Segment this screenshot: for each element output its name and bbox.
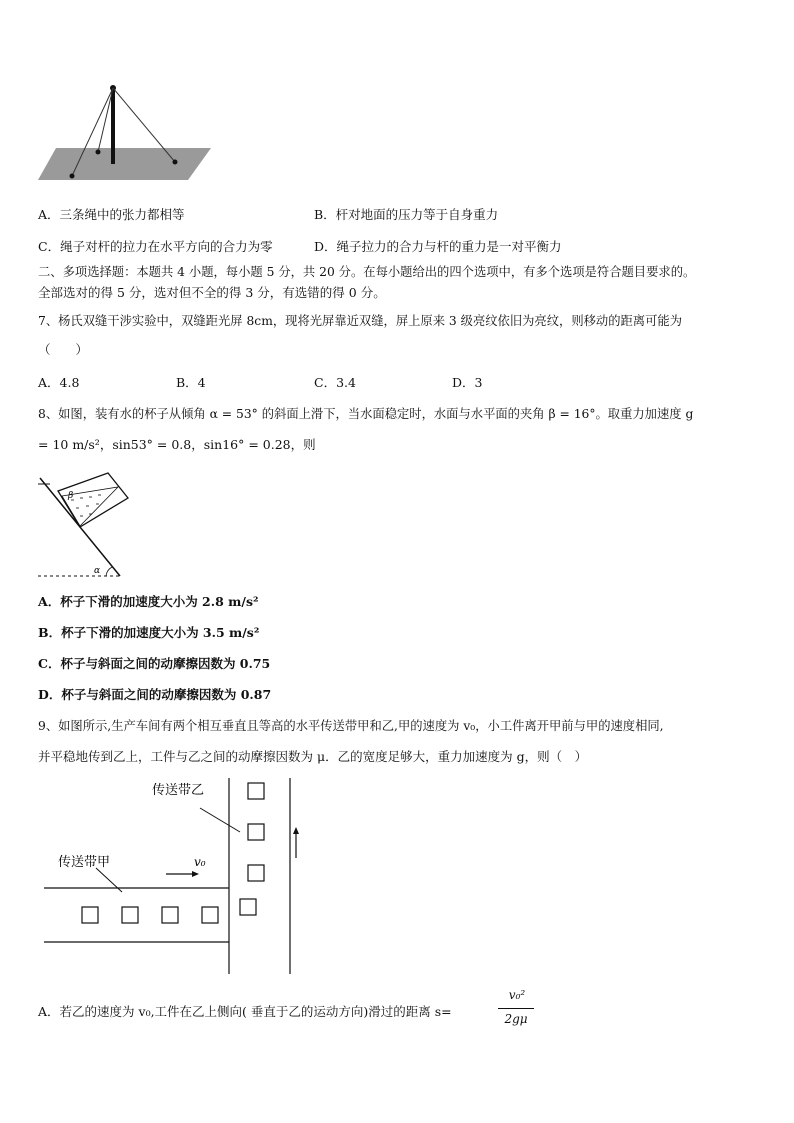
q7-option-a: A．4.8 <box>38 375 80 390</box>
belt-a-label: 传送带甲 <box>58 855 111 870</box>
q6-option-c: C．绳子对杆的拉力在水平方向的合力为零 <box>38 239 273 254</box>
q7-option-c: C．3.4 <box>314 375 356 390</box>
beta-label: β <box>68 491 74 501</box>
q9-option-a: A．若乙的速度为 v₀,工件在乙上侧向( 垂直于乙的运动方向)滑过的距离 s= <box>38 1004 452 1019</box>
incline-cup-figure <box>36 470 146 582</box>
q8-option-c: C．杯子与斜面之间的动摩擦因数为 0.75 <box>38 656 271 671</box>
q6-option-a: A．三条绳中的张力都相等 <box>38 207 185 222</box>
section2-scoring: 全部选对的得 5 分，选对但不全的得 3 分，有选错的得 0 分。 <box>38 285 386 300</box>
v0-label: v₀ <box>194 855 206 869</box>
q7-stem: 7、杨氏双缝干涉实验中，双缝距光屏 8cm，现将光屏靠近双缝，屏上原来 3 级亮纹依旧为亮纹，则移动的距离可能为 <box>38 314 682 328</box>
alpha-label: α <box>94 566 101 576</box>
q8-option-d: D．杯子与斜面之间的动摩擦因数为 0.87 <box>38 687 272 702</box>
q7-option-b: B．4 <box>176 375 206 390</box>
section2-instructions: 二、多项选择题：本题共 4 小题，每小题 5 分，共 20 分。在每小题给出的四个选项中，有多个选项是符合题目要求的。 <box>38 265 696 279</box>
q6-option-b: B．杆对地面的压力等于自身重力 <box>314 207 499 222</box>
belt-b-label: 传送带乙 <box>152 783 205 798</box>
q9-stem-line2: 并平稳地传到乙上，工件与乙之间的动摩擦因数为 μ．乙的宽度足够大，重力加速度为 g，则（ ） <box>38 749 588 764</box>
pole-rope-figure <box>36 82 216 182</box>
fraction-numerator: v₀² <box>508 988 526 1002</box>
q8-stem-line2: = 10 m/s²，sin53° = 0.8，sin16° = 0.28，则 <box>38 437 316 452</box>
q8-stem-line1: 8、如图，装有水的杯子从倾角 α = 53° 的斜面上滑下，当水面稳定时，水面与水平面的夹角 β = 16°。取重力加速度 g <box>38 407 694 421</box>
q8-option-a: A．杯子下滑的加速度大小为 2.8 m/s² <box>38 594 259 609</box>
fraction-denominator: 2gμ <box>504 1012 528 1026</box>
q9-stem-line1: 9、如图所示,生产车间有两个相互垂直且等高的水平传送带甲和乙,甲的速度为 v₀，小工件离开甲前与甲的速度相同, <box>38 719 664 733</box>
q7-option-d: D．3 <box>452 375 483 390</box>
q8-option-b: B．杯子下滑的加速度大小为 3.5 m/s² <box>38 625 260 640</box>
conveyor-belts-figure <box>40 774 330 979</box>
fraction-bar <box>498 1008 534 1009</box>
q7-answer-paren: （ ） <box>38 342 89 357</box>
q6-option-d: D．绳子拉力的合力与杆的重力是一对平衡力 <box>314 239 562 254</box>
